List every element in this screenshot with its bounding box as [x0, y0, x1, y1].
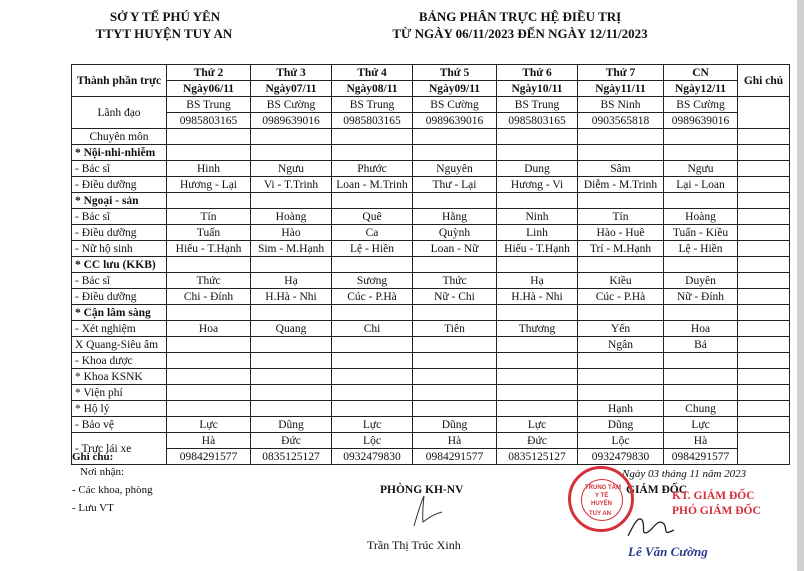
row-label: Chuyên môn [72, 129, 167, 145]
vice-director-title: PHÓ GIÁM ĐỐC [672, 505, 761, 517]
row-label: - Bác sĩ [72, 161, 167, 177]
duty-cell: Hiếu - T.Hạnh [167, 241, 251, 257]
duty-cell: Sâm [578, 161, 664, 177]
duty-cell: Duyên [664, 273, 738, 289]
row-label: - Xét nghiệm [72, 321, 167, 337]
date-header: Ngày06/11 [167, 81, 251, 97]
org-name-line1: SỞ Y TẾ PHÚ YÊN [109, 9, 221, 24]
duty-cell [251, 353, 332, 369]
duty-cell: Ngưu [251, 161, 332, 177]
row-label: * Hộ lý [72, 401, 167, 417]
duty-cell [664, 305, 738, 321]
dept-signer: Trần Thị Trúc Xinh [367, 538, 461, 552]
duty-cell [497, 401, 578, 417]
duty-cell [578, 305, 664, 321]
duty-cell: Tuấn - Kiều [664, 225, 738, 241]
table-row [72, 273, 790, 289]
driver-phone: 0984291577 [664, 449, 738, 465]
day-header: Thứ 7 [578, 65, 664, 81]
date-header: Ngày12/11 [664, 81, 738, 97]
duty-cell [497, 145, 578, 161]
duty-cell [413, 129, 497, 145]
duty-cell: Quang [251, 321, 332, 337]
note-cell [738, 241, 790, 257]
duty-cell: Phước [332, 161, 413, 177]
duty-cell: Thức [413, 273, 497, 289]
leader-name: BS Trung [497, 97, 578, 113]
duty-cell [332, 385, 413, 401]
duty-cell [251, 129, 332, 145]
recipient-archive: - Lưu VT [72, 502, 114, 514]
duty-cell [167, 337, 251, 353]
driver-phone: 0932479830 [332, 449, 413, 465]
leader-phone: 0903565818 [578, 113, 664, 129]
row-label: - Nữ hộ sinh [72, 241, 167, 257]
table-row [72, 369, 790, 385]
duty-cell [497, 257, 578, 273]
duty-cell: Chi [332, 321, 413, 337]
duty-cell [251, 145, 332, 161]
table-row [72, 353, 790, 369]
date-header: Ngày09/11 [413, 81, 497, 97]
note-cell [738, 97, 790, 129]
duty-cell [167, 257, 251, 273]
document-title: BẢNG PHÂN TRỰC HỆ ĐIỀU TRỊ [418, 9, 622, 24]
driver-name: Đức [497, 433, 578, 449]
day-header: Thứ 5 [413, 65, 497, 81]
duty-cell: Lại - Loan [664, 177, 738, 193]
duty-cell: Dũng [413, 417, 497, 433]
duty-cell: Nữ - Chi [413, 289, 497, 305]
note-cell [738, 129, 790, 145]
row-label: - Điều dưỡng [72, 225, 167, 241]
duty-cell: Chi - Đính [167, 289, 251, 305]
table-row [72, 129, 790, 145]
duty-cell [413, 257, 497, 273]
leader-phone: 0989639016 [413, 113, 497, 129]
note-cell [738, 289, 790, 305]
note-cell [738, 369, 790, 385]
duty-cell: Cúc - P.Hà [332, 289, 413, 305]
duty-cell [332, 145, 413, 161]
table-row [72, 257, 790, 273]
table-row [72, 225, 790, 241]
duty-cell [413, 305, 497, 321]
date-header: Ngày07/11 [251, 81, 332, 97]
duty-cell [332, 305, 413, 321]
note-cell [738, 161, 790, 177]
day-header: CN [664, 65, 738, 81]
day-header: Thứ 6 [497, 65, 578, 81]
row-label: - Bác sĩ [72, 209, 167, 225]
duty-cell [664, 385, 738, 401]
duty-cell [167, 129, 251, 145]
recipient-departments: - Các khoa, phòng [72, 484, 153, 496]
duty-cell: Diễm - M.Trinh [578, 177, 664, 193]
duty-cell [332, 401, 413, 417]
table-row [72, 289, 790, 305]
duty-cell [413, 193, 497, 209]
note-cell [738, 417, 790, 433]
note-cell [738, 305, 790, 321]
row-label: * Khoa KSNK [72, 369, 167, 385]
row-label: - Bác sĩ [72, 273, 167, 289]
driver-name: Lộc [578, 433, 664, 449]
duty-cell [413, 369, 497, 385]
duty-cell: Tín [578, 209, 664, 225]
day-header: Thứ 2 [167, 65, 251, 81]
note-cell [738, 321, 790, 337]
duty-cell [497, 193, 578, 209]
header-row-days [72, 65, 790, 81]
duty-cell: Bá [664, 337, 738, 353]
row-label: * Viện phí [72, 385, 167, 401]
note-cell [738, 273, 790, 289]
duty-cell [578, 129, 664, 145]
duty-cell [497, 337, 578, 353]
duty-schedule-table [71, 64, 790, 465]
duty-cell: Dũng [578, 417, 664, 433]
duty-cell: Trí - M.Hạnh [578, 241, 664, 257]
page-edge [797, 0, 804, 571]
duty-cell [413, 145, 497, 161]
leaders-label: Lãnh đạo [72, 97, 167, 129]
duty-cell: Lệ - Hiền [664, 241, 738, 257]
dept-signature [408, 492, 448, 530]
duty-cell [578, 257, 664, 273]
duty-cell: Lực [497, 417, 578, 433]
duty-cell [664, 129, 738, 145]
driver-phone: 0984291577 [413, 449, 497, 465]
duty-cell [251, 401, 332, 417]
duty-cell: Cúc - P.Hà [578, 289, 664, 305]
leader-name: BS Cường [664, 97, 738, 113]
duty-cell: Thương [497, 321, 578, 337]
table-row [72, 209, 790, 225]
leader-phone: 0989639016 [251, 113, 332, 129]
driver-name: Lộc [332, 433, 413, 449]
duty-cell: Hạ [497, 273, 578, 289]
note-cell [738, 257, 790, 273]
leaders-phone-row [72, 113, 790, 129]
duty-cell [664, 257, 738, 273]
duty-cell [664, 353, 738, 369]
day-header: Thứ 3 [251, 65, 332, 81]
duty-cell: Ngưu [664, 161, 738, 177]
duty-cell [413, 337, 497, 353]
duty-cell: Chung [664, 401, 738, 417]
duty-cell: Hoàng [664, 209, 738, 225]
duty-cell: Hiếu - T.Hạnh [497, 241, 578, 257]
note-cell [738, 145, 790, 161]
duty-cell [251, 305, 332, 321]
drivers-row [72, 433, 790, 449]
duty-cell: Vi - T.Trinh [251, 177, 332, 193]
table-row [72, 177, 790, 193]
duty-cell: Kiều [578, 273, 664, 289]
duty-cell: Quỳnh [413, 225, 497, 241]
duty-cell: Hào - Huê [578, 225, 664, 241]
duty-cell: Hoa [664, 321, 738, 337]
director-signature [624, 506, 684, 544]
duty-cell: Dũng [251, 417, 332, 433]
duty-cell [332, 129, 413, 145]
duty-cell [167, 401, 251, 417]
row-label: * CC lưu (KKB) [72, 257, 167, 273]
row-label: - Bảo vệ [72, 417, 167, 433]
duty-cell [167, 305, 251, 321]
duty-cell [413, 353, 497, 369]
director-signer: Lê Văn Cường [628, 544, 708, 559]
duty-cell: H.Hà - Nhi [251, 289, 332, 305]
driver-name: Đức [251, 433, 332, 449]
note-cell [738, 193, 790, 209]
note-cell [738, 401, 790, 417]
official-stamp: TRUNG TÂM Y TẾ HUYỆN TUY AN [568, 466, 634, 532]
kt-line: KT. GIÁM ĐỐC [672, 490, 755, 502]
duty-cell: Ninh [497, 209, 578, 225]
duty-cell: Dung [497, 161, 578, 177]
driver-phone: 0932479830 [578, 449, 664, 465]
duty-cell: Tuấn [167, 225, 251, 241]
drivers-label: - Trực lái xe [72, 433, 167, 465]
table-row [72, 401, 790, 417]
date-header: Ngày08/11 [332, 81, 413, 97]
sign-date: Ngày 03 tháng 11 năm 2023 [622, 468, 747, 480]
duty-cell: Yến [578, 321, 664, 337]
duty-cell: Lực [167, 417, 251, 433]
table-row [72, 337, 790, 353]
duty-cell: Loan - M.Trinh [332, 177, 413, 193]
table-row [72, 241, 790, 257]
org-name-line2: TTYT HUYỆN TUY AN [95, 26, 233, 41]
duty-cell: Hương - Vi [497, 177, 578, 193]
table-row [72, 385, 790, 401]
duty-cell: Ngân [578, 337, 664, 353]
leader-phone: 0985803165 [167, 113, 251, 129]
table-row [72, 161, 790, 177]
duty-cell [167, 145, 251, 161]
driver-name: Hà [167, 433, 251, 449]
duty-cell [497, 353, 578, 369]
leader-phone: 0985803165 [332, 113, 413, 129]
note-cell [738, 385, 790, 401]
duty-cell: Nữ - Đính [664, 289, 738, 305]
duty-cell: Sim - M.Hạnh [251, 241, 332, 257]
duty-cell: Nguyên [413, 161, 497, 177]
duty-cell [578, 353, 664, 369]
driver-phone: 0984291577 [167, 449, 251, 465]
row-label: - Điều dưỡng [72, 177, 167, 193]
duty-cell: Hinh [167, 161, 251, 177]
duty-cell [332, 257, 413, 273]
row-label: - Điều dưỡng [72, 289, 167, 305]
corner-header: Thành phần trực [72, 65, 167, 97]
duty-cell: Lực [664, 417, 738, 433]
duty-cell: Thư - Lại [413, 177, 497, 193]
note-title: Ghi chú: [72, 451, 114, 463]
note-cell [738, 433, 790, 465]
row-label: * Nội-nhi-nhiễm [72, 145, 167, 161]
header-row-dates [72, 81, 790, 97]
duty-cell [578, 145, 664, 161]
day-header: Thứ 4 [332, 65, 413, 81]
row-label: * Ngoại - sản [72, 193, 167, 209]
duty-cell: H.Hà - Nhi [497, 289, 578, 305]
duty-cell [332, 193, 413, 209]
duty-cell: Lực [332, 417, 413, 433]
driver-name: Hà [413, 433, 497, 449]
duty-cell [578, 385, 664, 401]
duty-cell [497, 305, 578, 321]
duty-cell [413, 385, 497, 401]
duty-cell [413, 401, 497, 417]
duty-cell [497, 129, 578, 145]
duty-cell [251, 369, 332, 385]
leader-phone: 0985803165 [497, 113, 578, 129]
duty-cell: Hạnh [578, 401, 664, 417]
duty-cell: Quê [332, 209, 413, 225]
table-row [72, 417, 790, 433]
driver-name: Hà [664, 433, 738, 449]
leader-phone: 0989639016 [664, 113, 738, 129]
date-header: Ngày11/11 [578, 81, 664, 97]
duty-cell [664, 193, 738, 209]
duty-cell: Ca [332, 225, 413, 241]
duty-cell [251, 193, 332, 209]
table-row [72, 193, 790, 209]
duty-cell: Loan - Nữ [413, 241, 497, 257]
row-label: - Khoa dược [72, 353, 167, 369]
duty-cell [497, 369, 578, 385]
driver-phone: 0835125127 [251, 449, 332, 465]
table-row [72, 321, 790, 337]
dept-title: PHÒNG KH-NV [380, 484, 464, 496]
duty-cell [578, 369, 664, 385]
recipients-title: Nơi nhận: [80, 466, 125, 478]
duty-cell: Hạ [251, 273, 332, 289]
duty-cell: Thức [167, 273, 251, 289]
note-header: Ghi chú [738, 65, 790, 97]
duty-cell [664, 369, 738, 385]
leader-name: BS Cường [413, 97, 497, 113]
note-cell [738, 337, 790, 353]
duty-cell [332, 353, 413, 369]
duty-cell: Tiên [413, 321, 497, 337]
duty-cell: Tín [167, 209, 251, 225]
duty-cell [251, 385, 332, 401]
duty-cell [167, 193, 251, 209]
driver-phone: 0835125127 [497, 449, 578, 465]
leader-name: BS Ninh [578, 97, 664, 113]
duty-cell: Hoa [167, 321, 251, 337]
duty-cell [497, 385, 578, 401]
leader-name: BS Trung [167, 97, 251, 113]
duty-cell: Hằng [413, 209, 497, 225]
duty-cell [167, 369, 251, 385]
leaders-row [72, 97, 790, 113]
duty-cell [167, 353, 251, 369]
row-label: * Cận lâm sàng [72, 305, 167, 321]
note-cell [738, 209, 790, 225]
duty-cell [332, 337, 413, 353]
duty-cell: Hương - Lại [167, 177, 251, 193]
document-date-range: TỪ NGÀY 06/11/2023 ĐẾN NGÀY 12/11/2023 [392, 26, 648, 41]
duty-cell: Linh [497, 225, 578, 241]
date-header: Ngày10/11 [497, 81, 578, 97]
note-cell [738, 353, 790, 369]
duty-cell [167, 385, 251, 401]
duty-cell [251, 257, 332, 273]
duty-cell: Hoàng [251, 209, 332, 225]
duty-cell: Sương [332, 273, 413, 289]
duty-cell: Lệ - Hiền [332, 241, 413, 257]
note-cell [738, 177, 790, 193]
table-row [72, 305, 790, 321]
director-title: GIÁM ĐỐC [626, 484, 688, 496]
table-row [72, 145, 790, 161]
duty-cell [578, 193, 664, 209]
leader-name: BS Cường [251, 97, 332, 113]
duty-cell [664, 145, 738, 161]
duty-cell [332, 369, 413, 385]
duty-cell: Hào [251, 225, 332, 241]
leader-name: BS Trung [332, 97, 413, 113]
duty-cell [251, 337, 332, 353]
row-label: X Quang-Siêu âm [72, 337, 167, 353]
drivers-phone-row [72, 449, 790, 465]
note-cell [738, 225, 790, 241]
